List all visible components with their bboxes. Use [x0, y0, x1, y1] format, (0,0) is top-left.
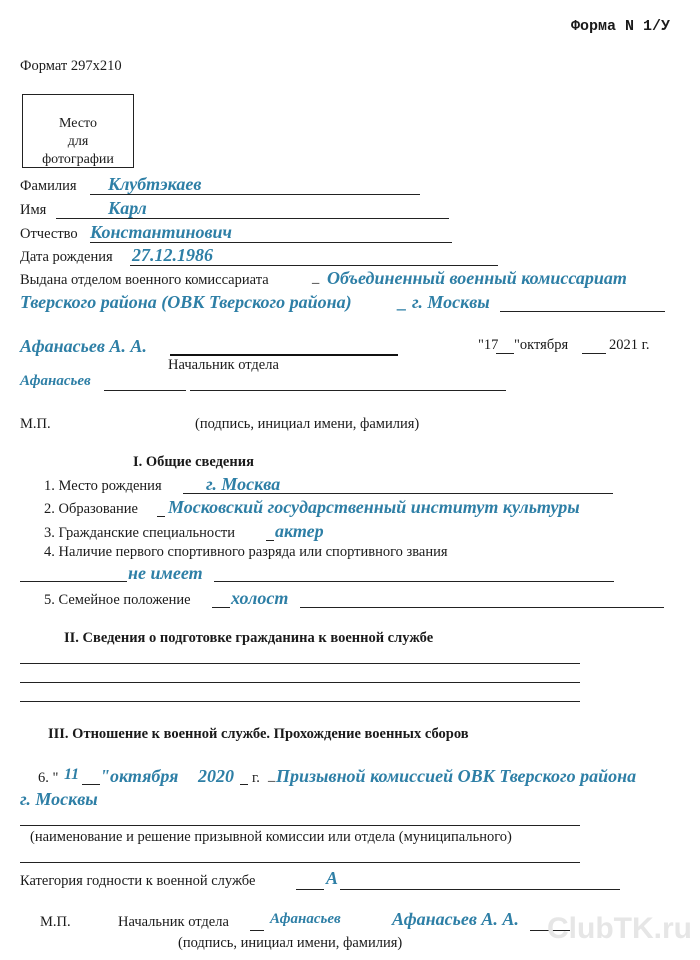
- item6-value-2: г. Москвы: [20, 789, 98, 809]
- item6-month: "октября: [100, 766, 179, 786]
- issued-value-2: Тверского района (ОВК Тверского района): [20, 292, 352, 312]
- form-number: Форма N 1/У: [570, 18, 670, 35]
- birth-value: 27.12.1986: [132, 245, 213, 265]
- item6-num: 6. ": [38, 770, 59, 786]
- section-3-title: III. Отношение к военной службе. Прохождение военных сборов: [48, 726, 469, 742]
- watermark: ClubTK.ru: [547, 912, 692, 945]
- item3-value: актер: [275, 521, 324, 541]
- chief-date-day: "17: [478, 337, 499, 353]
- birth-label: Дата рождения: [20, 249, 113, 265]
- category-value: А: [326, 868, 339, 888]
- chief-date-month: "октября: [514, 337, 569, 353]
- item4-label: 4. Наличие первого спортивного разряда или спортивного звания: [44, 544, 448, 560]
- stamp-place-2: М.П.: [40, 914, 71, 930]
- sign-caption-1: (подпись, инициал имени, фамилия): [195, 416, 420, 432]
- photo-label-3: фотографии: [42, 152, 114, 167]
- chief-date-year: 2021 г.: [609, 337, 650, 353]
- name-label: Имя: [20, 202, 47, 218]
- item1-value: г. Москва: [206, 474, 281, 494]
- surname-value: Клубтэкаев: [108, 174, 202, 194]
- footer-name: Афанасьев А. А.: [392, 909, 519, 929]
- item6-year: 2020: [198, 766, 234, 786]
- item3-label: 3. Гражданские специальности: [44, 525, 236, 541]
- commission-caption: (наименование и решение призывной комиссии или отдела (муниципального): [30, 829, 512, 845]
- item2-value: Московский государственный институт культуры: [168, 497, 580, 517]
- chief-sign: Афанасьев: [20, 373, 91, 389]
- item2-label: 2. Образование: [44, 501, 138, 517]
- name-value: Карл: [108, 198, 147, 218]
- issued-label: Выдана отделом военного комиссариата: [20, 272, 269, 288]
- patronymic-value: Константинович: [90, 222, 233, 242]
- item6-day: 11: [64, 766, 80, 783]
- category-label: Категория годности к военной службе: [20, 873, 256, 889]
- section-1-title: I. Общие сведения: [133, 454, 254, 470]
- photo-label-2: для: [67, 134, 89, 149]
- stamp-place-1: М.П.: [20, 416, 51, 432]
- item6-g: г.: [252, 770, 260, 786]
- issued-value-3: г. Москвы: [412, 292, 490, 312]
- item4-value: не имеет: [128, 563, 203, 583]
- patronymic-label: Отчество: [20, 226, 78, 242]
- footer-chief-label: Начальник отдела: [118, 914, 229, 930]
- footer-sign: Афанасьев: [270, 911, 341, 927]
- format-label: Формат 297x210: [20, 58, 122, 74]
- item1-label: 1. Место рождения: [44, 478, 162, 494]
- surname-label: Фамилия: [20, 178, 77, 194]
- item5-value: холост: [231, 588, 289, 608]
- issued-value-1: Объединенный военный комиссариат: [327, 268, 627, 288]
- chief-name: Афанасьев А. А.: [20, 336, 147, 356]
- item5-label: 5. Семейное положение: [44, 592, 191, 608]
- photo-placeholder: [22, 94, 134, 168]
- item6-value-1: Призывной комиссией ОВК Тверского района: [276, 766, 637, 786]
- chief-caption: Начальник отдела: [168, 357, 279, 373]
- section-2-title: II. Сведения о подготовке гражданина к военной службе: [64, 630, 434, 646]
- photo-label-1: Место: [59, 116, 97, 131]
- sign-caption-2: (подпись, инициал имени, фамилия): [178, 935, 403, 951]
